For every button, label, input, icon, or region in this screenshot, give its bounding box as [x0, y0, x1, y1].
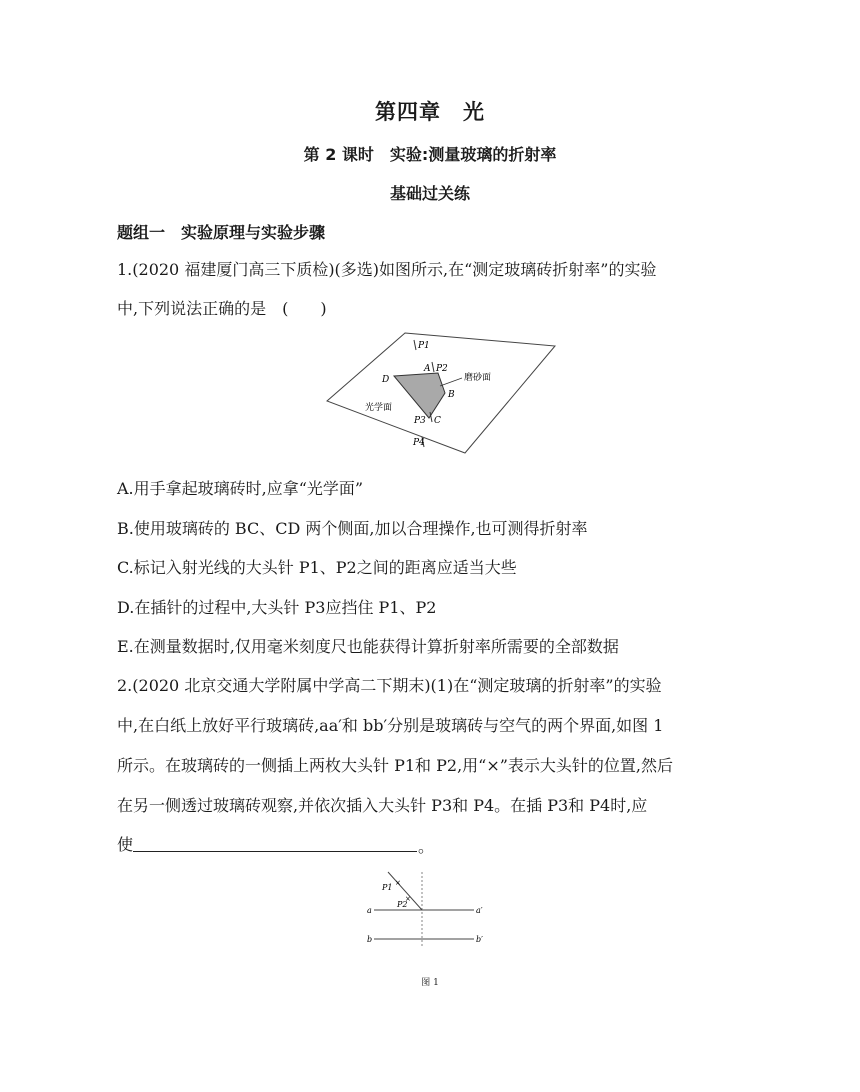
chapter-title: 第四章 光 [375, 100, 485, 124]
q2-figure [362, 870, 497, 950]
q2-blank-suffix: 。 [418, 837, 435, 856]
q1-option-d: D.在插针的过程中,大头针 P3应挡住 P1、P2 [117, 598, 437, 617]
q2-stem-line-1: 2.(2020 北京交通大学附属中学高二下期末)(1)在“测定玻璃的折射率”的实验 [117, 676, 662, 695]
svg-text:×: × [405, 895, 411, 903]
fig2-label-b: b [367, 935, 373, 944]
fig1-label-frosted: 磨砂面 [464, 373, 492, 383]
q1-option-a: A.用手拿起玻璃砖时,应拿“光学面” [117, 479, 364, 498]
fig2-label-a: a [367, 906, 372, 915]
section-title: 基础过关练 [389, 184, 470, 203]
fig2-label-p1: P1 [382, 883, 393, 892]
fig1-label-a: A [424, 364, 431, 374]
fig1-label-p1: P1 [418, 341, 430, 351]
q2-blank-prefix: 使 [117, 835, 134, 854]
lesson-title: 第 2 课时 实验:测量玻璃的折射率 [303, 145, 557, 164]
svg-text:×: × [395, 879, 401, 887]
q1-stem-line-1: 1.(2020 福建厦门高三下质检)(多选)如图所示,在“测定玻璃砖折射率”的实验 [117, 260, 657, 279]
q2-stem-line-4: 在另一侧透过玻璃砖观察,并依次插入大头针 P3和 P4。在插 P3和 P4时,应 [117, 796, 648, 815]
fig1-label-optical: 光学面 [365, 403, 393, 413]
fig2-label-p2: P2 [397, 900, 408, 909]
q2-stem-line-2: 中,在白纸上放好平行玻璃砖,aa′和 bb′分别是玻璃砖与空气的两个界面,如图 1 [117, 716, 664, 735]
q1-stem-line-2: 中,下列说法正确的是 ( ) [117, 299, 327, 318]
q1-option-b: B.使用玻璃砖的 BC、CD 两个侧面,加以合理操作,也可测得折射率 [117, 519, 588, 538]
fig2-label-b-prime: b′ [476, 935, 483, 944]
fig1-label-c: C [434, 416, 441, 426]
q2-answer-blank[interactable] [133, 851, 417, 852]
q1-option-e: E.在测量数据时,仅用毫米刻度尺也能获得计算折射率所需要的全部数据 [117, 637, 619, 656]
q2-stem-line-3: 所示。在玻璃砖的一侧插上两枚大头针 P1和 P2,用“×”表示大头针的位置,然后 [117, 756, 674, 775]
q1-figure [320, 328, 560, 458]
fig1-label-b: B [448, 390, 455, 400]
fig2-label-a-prime: a′ [476, 906, 483, 915]
fig1-label-p2: P2 [436, 364, 448, 374]
figure-caption: 图 1 [421, 978, 439, 988]
fig1-label-p4: P4 [413, 438, 425, 448]
group-title: 题组一 实验原理与实验步骤 [117, 223, 326, 242]
fig1-label-d: D [382, 375, 390, 385]
q1-option-c: C.标记入射光线的大头针 P1、P2之间的距离应适当大些 [117, 558, 517, 577]
fig1-label-p3: P3 [414, 416, 426, 426]
